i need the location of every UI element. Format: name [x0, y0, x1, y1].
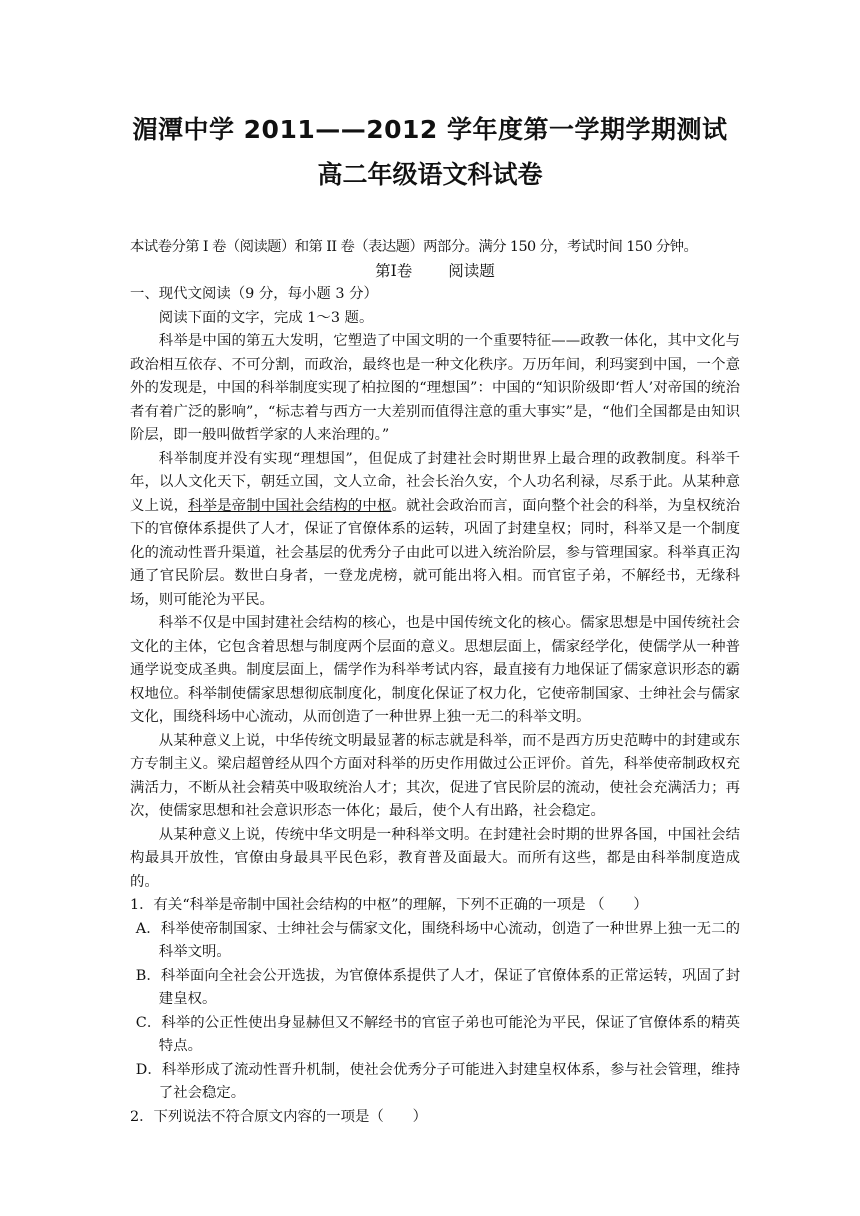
- passage-paragraph-5: 从某种意义上说，传统中华文明是一种科举文明。在封建社会时期的世界各国，中国社会结构最具开放性，官僚由身最具平民色彩，教育普及面最大。而所有这些，都是由科举制度造成的。: [130, 826, 740, 890]
- exam-body: [130, 236, 740, 1129]
- underlined-phrase: 科举是帝制中国社会结构的中枢: [188, 497, 392, 514]
- passage-paragraph-2: [130, 448, 740, 613]
- question-1-option-d: D．科举形成了流动性晋升机制，使社会优秀分子可能进入封建皇权体系，参与社会管理，维持了社会稳定。: [135, 1061, 740, 1101]
- para2-text-b: 。就社会政治而言，面向整个社会的科举，为皇权统治下的官僚体系提供了人才，保证了官僚体系的运转，巩固了封建皇权；同时，科举又是一个制度化的流动性晋升渠道，社会基层的优秀分子由此可以进入统治阶层，参与管理国家。科举真正沟通了官民阶层。数世白身者，一登龙虎榜，就可能出将入相。而官宦子弟，不解经书，无缘科场，则可能沦为平民。: [130, 497, 740, 608]
- intro-text: 本试卷分第 I 卷（阅读题）和第 II 卷（表达题）两部分。满分 150 分，考试时间 150 分钟。: [130, 239, 698, 255]
- exam-subtitle: 高二年级语文科试卷: [317, 160, 543, 189]
- reading-instruction: 阅读下面的文字，完成 1～3 题。: [158, 309, 374, 326]
- question-1-option-b: B．科举面向全社会公开选拔，为官僚体系提供了人才，保证了官僚体系的正常运转，巩固了封建皇权。: [135, 967, 740, 1007]
- question-1-option-a: A．科举使帝制国家、士绅社会与儒家文化，围绕科场中心流动，创造了一种世界上独一无二的科举文明。: [135, 920, 740, 960]
- section-name: 阅读题: [448, 261, 495, 280]
- para2-text-a: 科举制度并没有实现“理想国”，但促成了封建社会时期世界上最合理的政教制度。科举千年，以人文化天下，朝廷立国，文人立命，社会长治久安，个人功名利禄，尽系于此。从某种意义上说，: [130, 450, 740, 514]
- question-2: 2．下列说法不符合原文内容的一项是（ ）: [130, 1108, 427, 1125]
- passage-paragraph-1: 科举是中国的第五大发明，它塑造了中国文明的一个重要特征——政教一体化，其中文化与政治相互依存、不可分割，而政治，最终也是一种文化秩序。万历年间，利玛窦到中国，一个意外的发现是，中国的科举制度实现了柏拉图的“理想国”：中国的“知识阶级即‘哲人’对帝国的统治者有着广泛的影响”，“标志着与西方一大差别而值得注意的重大事实”是，“他们全国都是由知识阶层，即一般叫做哲学家的人来治理的。”: [130, 333, 740, 443]
- section-label: 第Ⅰ卷: [375, 261, 413, 280]
- question-1: 1．有关“科举是帝制中国社会结构的中枢”的理解，下列不正确的一项是 （ ）: [130, 897, 648, 913]
- passage-paragraph-3: 科举不仅是中国封建社会结构的核心，也是中国传统文化的核心。儒家思想是中国传统社会文化的主体，它包含着思想与制度两个层面的意义。思想层面上，儒家经学化，使儒学从一种普通学说变成圣典。制度层面上，儒学作为科举考试内容，最直接有力地保证了儒家意识形态的霸权地位。科举制使儒家思想彻底制度化，制度化保证了权力化，它使帝制国家、士绅社会与儒家文化，围绕科场中心流动，从而创造了一种世界上独一无二的科举文明。: [130, 615, 740, 725]
- passage-paragraph-4: 从某种意义上说，中华传统文明最显著的标志就是科举，而不是西方历史范畴中的封建或东方专制主义。梁启超曾经从四个方面对科举的历史作用做过公正评价。首先，科举使帝制政权充满活力，不断从社会精英中吸取统治人才；其次，促进了官民阶层的流动，使社会充满活力；再次，使儒家思想和社会意识形态一体化；最后，使个人有出路，社会稳定。: [130, 732, 740, 819]
- section-heading: [130, 260, 740, 284]
- question-1-option-c: C．科举的公正性使出身显赫但又不解经书的官宦子弟也可能沦为平民，保证了官僚体系的精英特点。: [135, 1014, 740, 1054]
- exam-title: 湄潭中学 2011——2012 学年度第一学期学期测试: [132, 115, 728, 144]
- part-heading: 一、现代文阅读（9 分，每小题 3 分）: [130, 286, 378, 302]
